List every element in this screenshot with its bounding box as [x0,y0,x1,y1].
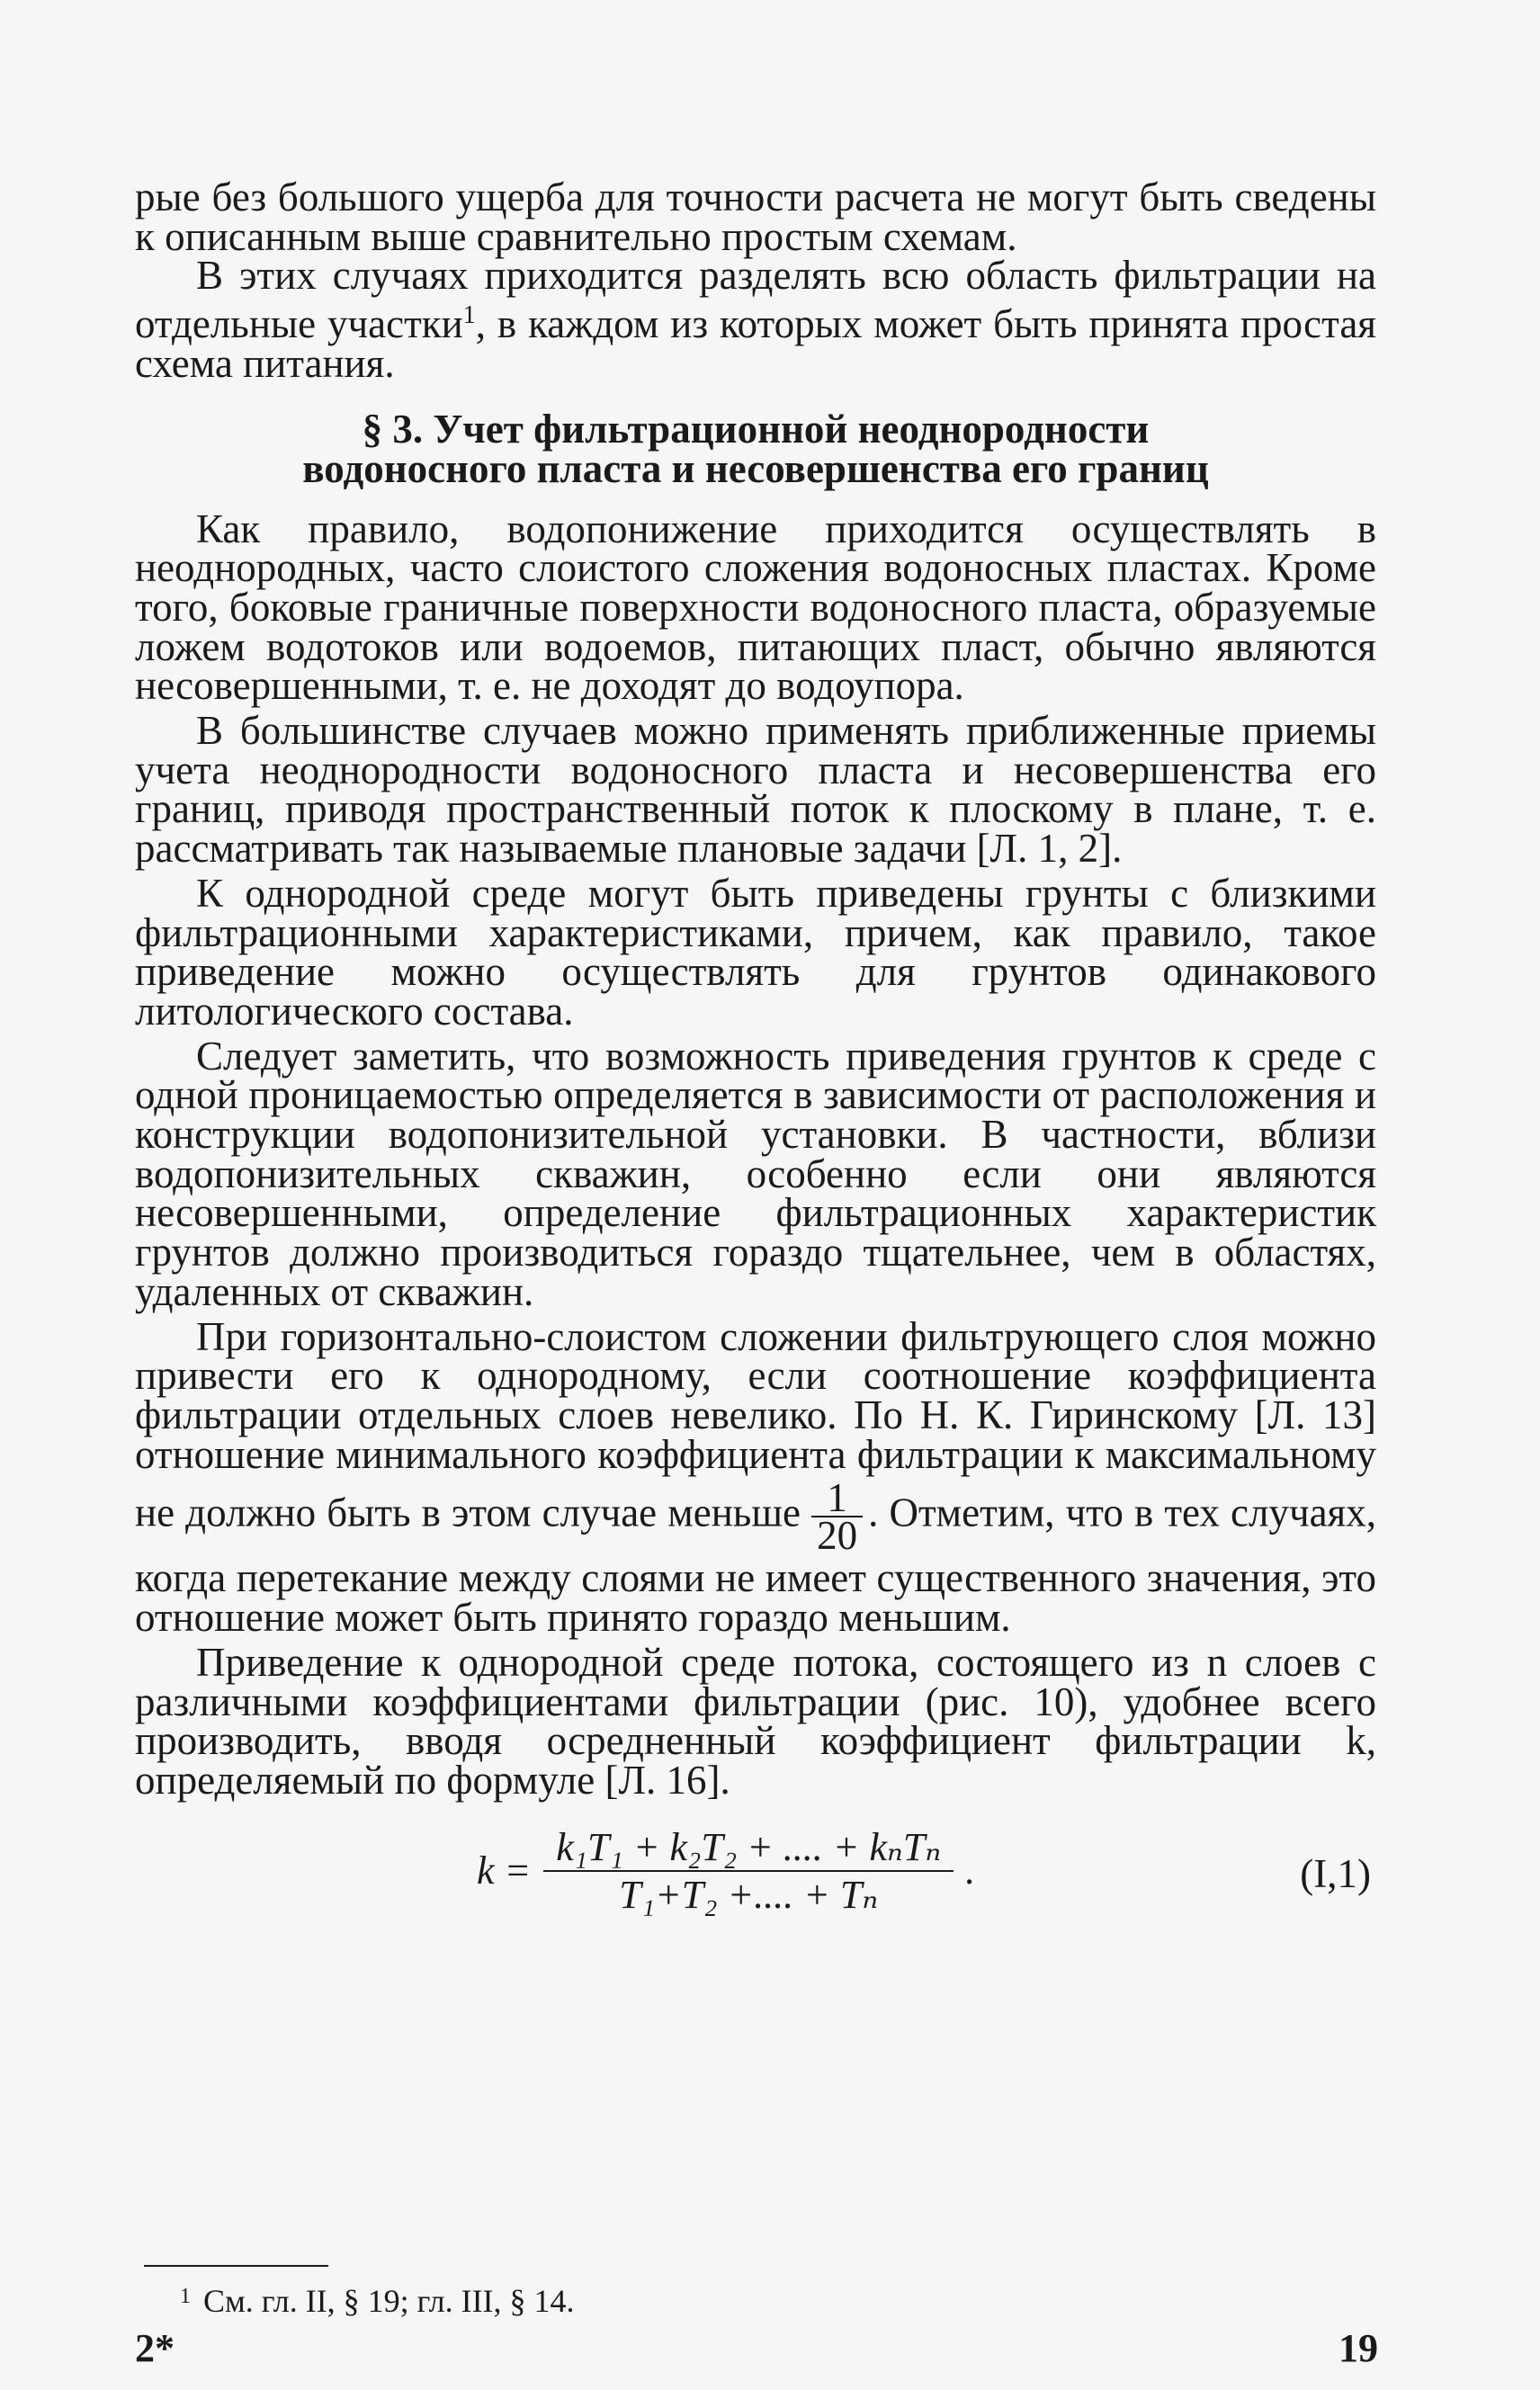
paragraph-layered-soil-start: При горизонтально-слоистом сложении фильтрующего слоя можно привести его к однородному, если соотношение коэффициента фильтрации отдельных слоев невелико. По Н. К. Гиринскому [Л. 13] отношение минимального коэффициента фильтрации к максимальному не должно быть в этом случае меньше [135,1313,1376,1535]
paragraph-layered-soil-end: . Отметим, что в тех случаях, когда перетекание между слоями не имеет существенного значения, это отношение может быть принято гораздо меньшим. [135,1490,1377,1641]
paragraph-layered-soil [135,1313,1377,1641]
page-number: 19 [1339,2326,1378,2370]
paragraph-body-3: К однородной среде могут быть приведены грунты с близкими фильтрационными характеристиками, причем, как правило, такое приведение можно осуществлять для грунтов одинакового литологического состава. [135,870,1376,1034]
paragraph-continuation: рые без большого ущерба для точности расчета не могут быть сведены к описанным выше сравнительно простым схемам. [135,175,1376,259]
formula-period: . [964,1848,975,1893]
paragraph-body-2: В большинстве случаев можно применять приближенные приемы учета неоднородности водоносного пласта и несовершенства его границ, приводя пространственный поток к плоскому в плане, т. е. рассматривать так называемые плановые задачи [Л. 1, 2]. [135,708,1376,872]
text-column [135,175,1377,1938]
equation-number: (I,1) [1300,1850,1371,1896]
paragraph-body-1: Как правило, водопонижение приходится осуществлять в неоднородных, часто слоистого сложения водоносных пластах. Кроме того, боковые граничные поверхности водоносного пласта, образуемые ложем водотоков или водоемов, питающих пласт, обычно являются несовершенными, т. е. не доходят до водоупора. [135,506,1376,709]
paragraph-split-regions [135,253,1376,386]
signature-mark: 2* [135,2326,175,2370]
footnote [180,2278,575,2319]
paragraph-split-regions-text: В этих случаях приходится разделять всю область фильтрации на отдельные участки [135,253,1376,347]
paragraph-body-4: Следует заметить, что возможность приведения грунтов к среде с одной проницаемостью определяется в зависимости от расположения и конструкции водопонизительной установки. В частности, вблизи водопонизительных скважин, особенно если они являются несовершенными, определение фильтрационных характеристик грунтов должно производиться гораздо тщательнее, чем в областях, удаленных от скважин. [135,1033,1376,1314]
section-heading-line-2: водоносного пласта и несовершенства его границ [302,445,1209,491]
section-heading-line-1: § 3. Учет фильтрационной неоднородности [362,406,1150,452]
section-heading [135,406,1376,491]
paragraph-split-regions-tail: , в каждом из которых может быть принята простая схема питания. [135,301,1376,386]
footnote-divider [144,2265,328,2267]
formula-lhs: k = [477,1848,532,1893]
footnote-marker: 1 [180,2285,191,2308]
footnote-text: См. гл. II, § 19; гл. III, § 14. [203,2283,575,2319]
paragraph-averaged-coefficient: Приведение к однородной среде потока, состоящего из n слоев с различными коэффициентами фильтрации (рис. 10), удобнее всего производить, вводя осредненный коэффициент фильтрации k, определяемый по формуле [Л. 16]. [135,1639,1376,1803]
formula-block [135,1821,1376,1938]
formula-denominator: T₁+T₂ +.... + Tₙ [619,1873,879,1918]
inline-fraction [811,1475,863,1559]
formula-fraction [543,1824,954,1918]
fraction-numerator: 1 [811,1480,863,1517]
formula [477,1824,975,1918]
fraction-denominator: 20 [817,1513,858,1559]
footnote-ref: 1 [462,301,476,330]
formula-numerator: k₁T₁ + k₂T₂ + .... + kₙTₙ [543,1828,954,1873]
